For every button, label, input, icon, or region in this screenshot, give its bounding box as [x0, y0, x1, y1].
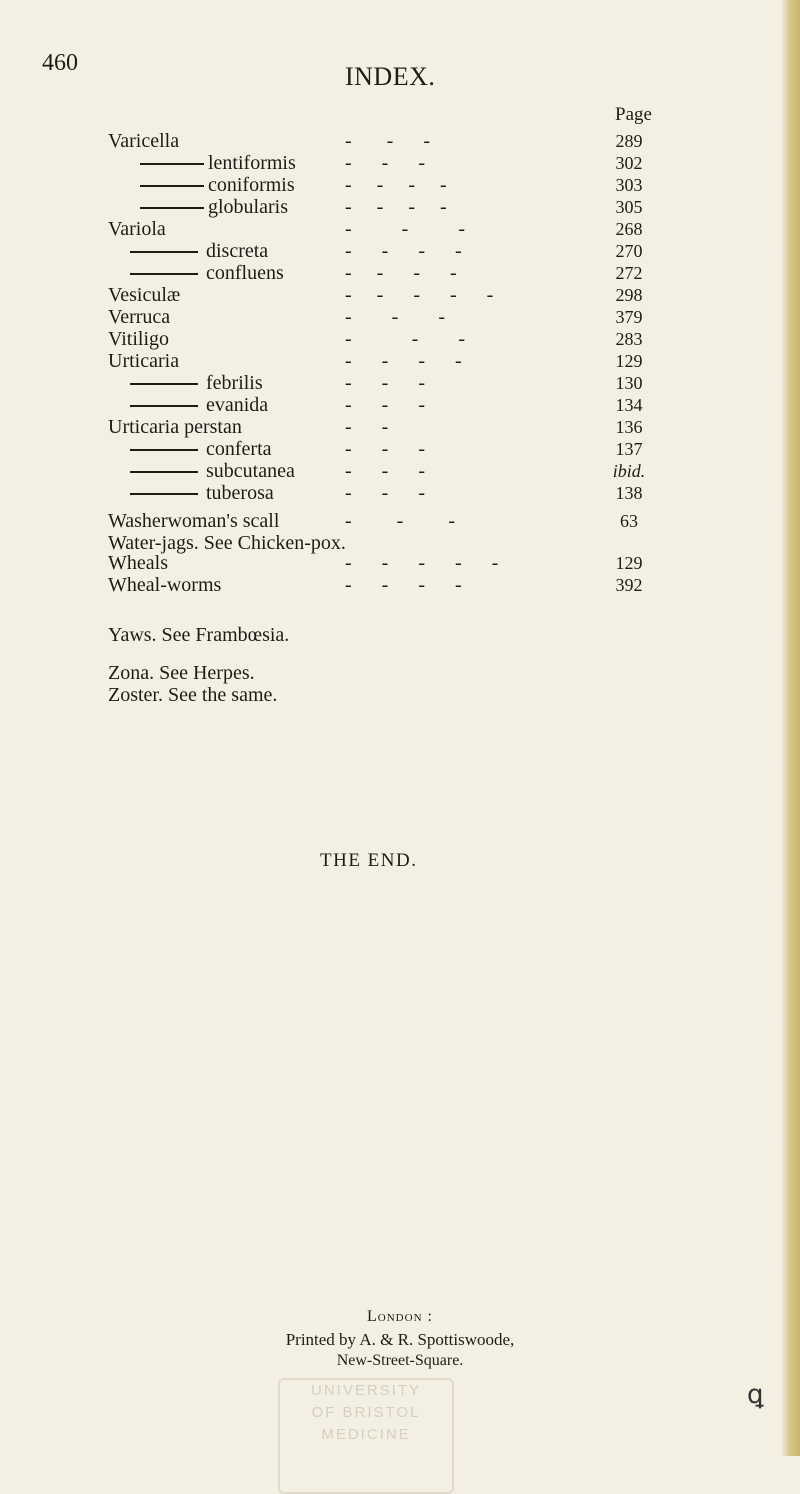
index-entry-page: 270: [615, 241, 643, 261]
leader-dashes: - - -: [345, 130, 430, 152]
index-entry-page: 289: [615, 131, 643, 151]
index-entry-label: Water-jags. See Chicken-pox.: [108, 532, 346, 554]
ditto-rule: [130, 251, 198, 253]
leader-dashes: - - -: [345, 328, 465, 350]
leader-dashes: - - -: [345, 510, 455, 532]
index-entry: [0, 482, 700, 504]
index-entry: [0, 240, 700, 262]
index-entry-page: 129: [615, 553, 643, 573]
leader-dashes: - - - -: [345, 196, 447, 218]
ditto-rule: [140, 207, 204, 209]
index-entry-label: Varicella: [108, 130, 180, 152]
ditto-rule: [130, 449, 198, 451]
ditto-rule: [140, 185, 204, 187]
ditto-rule: [130, 405, 198, 407]
leader-dashes: - - -: [345, 460, 425, 482]
imprint-address: New-Street-Square.: [336, 1352, 464, 1369]
leader-dashes: - - - - -: [345, 552, 499, 574]
imprint-printer: Printed by A. & R. Spottiswoode,: [285, 1330, 515, 1349]
index-entry: [0, 574, 700, 596]
index-entry: [0, 196, 700, 218]
index-entry: [0, 218, 700, 240]
index-entry: [0, 306, 700, 328]
library-stamp: UNIVERSITY OF BRISTOL MEDICINE: [278, 1378, 454, 1494]
page-edge: [782, 0, 800, 1456]
index-entry-label: Variola: [108, 218, 166, 240]
index-entry: [0, 328, 700, 350]
leader-dashes: - - -: [345, 218, 465, 240]
index-entry-page: ibid.: [612, 461, 646, 481]
index-entry: [0, 510, 700, 532]
index-entry: [0, 174, 700, 196]
index-entry: [0, 284, 700, 306]
ditto-rule: [140, 163, 204, 165]
index-entry: [0, 152, 700, 174]
page-column-label: Page: [615, 104, 652, 125]
index-entry-page: 298: [615, 285, 643, 305]
leader-dashes: - - - -: [345, 240, 462, 262]
index-entry-page: 134: [615, 395, 643, 415]
index-entry: [0, 460, 700, 482]
index-entry-label: tuberosa: [206, 482, 274, 504]
leader-dashes: - - -: [345, 372, 425, 394]
index-entry-label: subcutanea: [206, 460, 295, 482]
leader-dashes: - - - -: [345, 174, 447, 196]
leader-dashes: - - - - -: [345, 284, 494, 306]
index-entry-label: confluens: [206, 262, 284, 284]
index-entry-page: 302: [615, 153, 643, 173]
index-entry: [0, 394, 700, 416]
leader-dashes: - - -: [345, 438, 425, 460]
index-entry-label: Urticaria perstan: [108, 416, 242, 438]
index-entry-zona: Zona. See Herpes.: [108, 662, 255, 684]
index-entry-page: 129: [615, 351, 643, 371]
index-entry-label: conferta: [206, 438, 272, 460]
index-entry: [0, 372, 700, 394]
index-entry-label: discreta: [206, 240, 269, 262]
index-entry-page: 272: [615, 263, 643, 283]
index-entry-zoster: Zoster. See the same.: [108, 684, 278, 706]
index-entry-page: 283: [615, 329, 643, 349]
leader-dashes: - - - -: [345, 574, 462, 596]
index-entry-label: Urticaria: [108, 350, 180, 372]
index-entry-page: 137: [615, 439, 643, 459]
leader-dashes: - - -: [345, 152, 425, 174]
imprint-city: London :: [367, 1308, 433, 1325]
index-entry-label: Verruca: [108, 306, 171, 328]
leader-dashes: - - - -: [345, 350, 462, 372]
index-entry: [0, 438, 700, 460]
index-entry-label: Washerwoman's scall: [108, 510, 280, 532]
index-entry: [0, 350, 700, 372]
index-entry-page: 268: [615, 219, 643, 239]
index-entry-page: 379: [615, 307, 643, 327]
index-entry-label: coniformis: [208, 174, 295, 196]
page-number: 460: [42, 50, 78, 76]
index-entry-label: Vitiligo: [108, 328, 170, 350]
leader-dashes: - - -: [345, 394, 425, 416]
index-entry-label: lentiformis: [208, 152, 296, 174]
index-entry-page: 136: [615, 417, 643, 437]
index-entry-label: globularis: [208, 196, 288, 218]
index-entry-label: Wheal-worms: [108, 574, 222, 596]
ditto-rule: [130, 383, 198, 385]
index-entry-label: Wheals: [108, 552, 168, 574]
leader-dashes: - -: [345, 416, 389, 438]
index-entry-page: 130: [615, 373, 643, 393]
index-entry: [0, 416, 700, 438]
the-end: THE END.: [320, 850, 418, 871]
leader-dashes: - - - -: [345, 262, 457, 284]
index-entry-label: Vesiculæ: [108, 284, 181, 306]
ditto-rule: [130, 273, 198, 275]
ditto-rule: [130, 493, 198, 495]
index-entry: [0, 552, 700, 574]
index-entry-label: evanida: [206, 394, 269, 416]
index-entry-page: 305: [615, 197, 643, 217]
index-entry: [0, 130, 700, 152]
index-entry-page: 63: [620, 511, 638, 531]
index-entry-yaws: Yaws. See Frambœsia.: [108, 624, 290, 646]
index-entry-page: 138: [615, 483, 643, 503]
ditto-rule: [130, 471, 198, 473]
margin-mark: ꝗ: [747, 1380, 764, 1409]
index-entry-label: febrilis: [206, 372, 263, 394]
leader-dashes: - - -: [345, 482, 425, 504]
leader-dashes: - - -: [345, 306, 445, 328]
running-head: INDEX.: [345, 62, 436, 91]
index-entry: [0, 262, 700, 284]
index-entry-page: 392: [615, 575, 643, 595]
index-entry-page: 303: [615, 175, 643, 195]
index-entry: [0, 532, 700, 554]
